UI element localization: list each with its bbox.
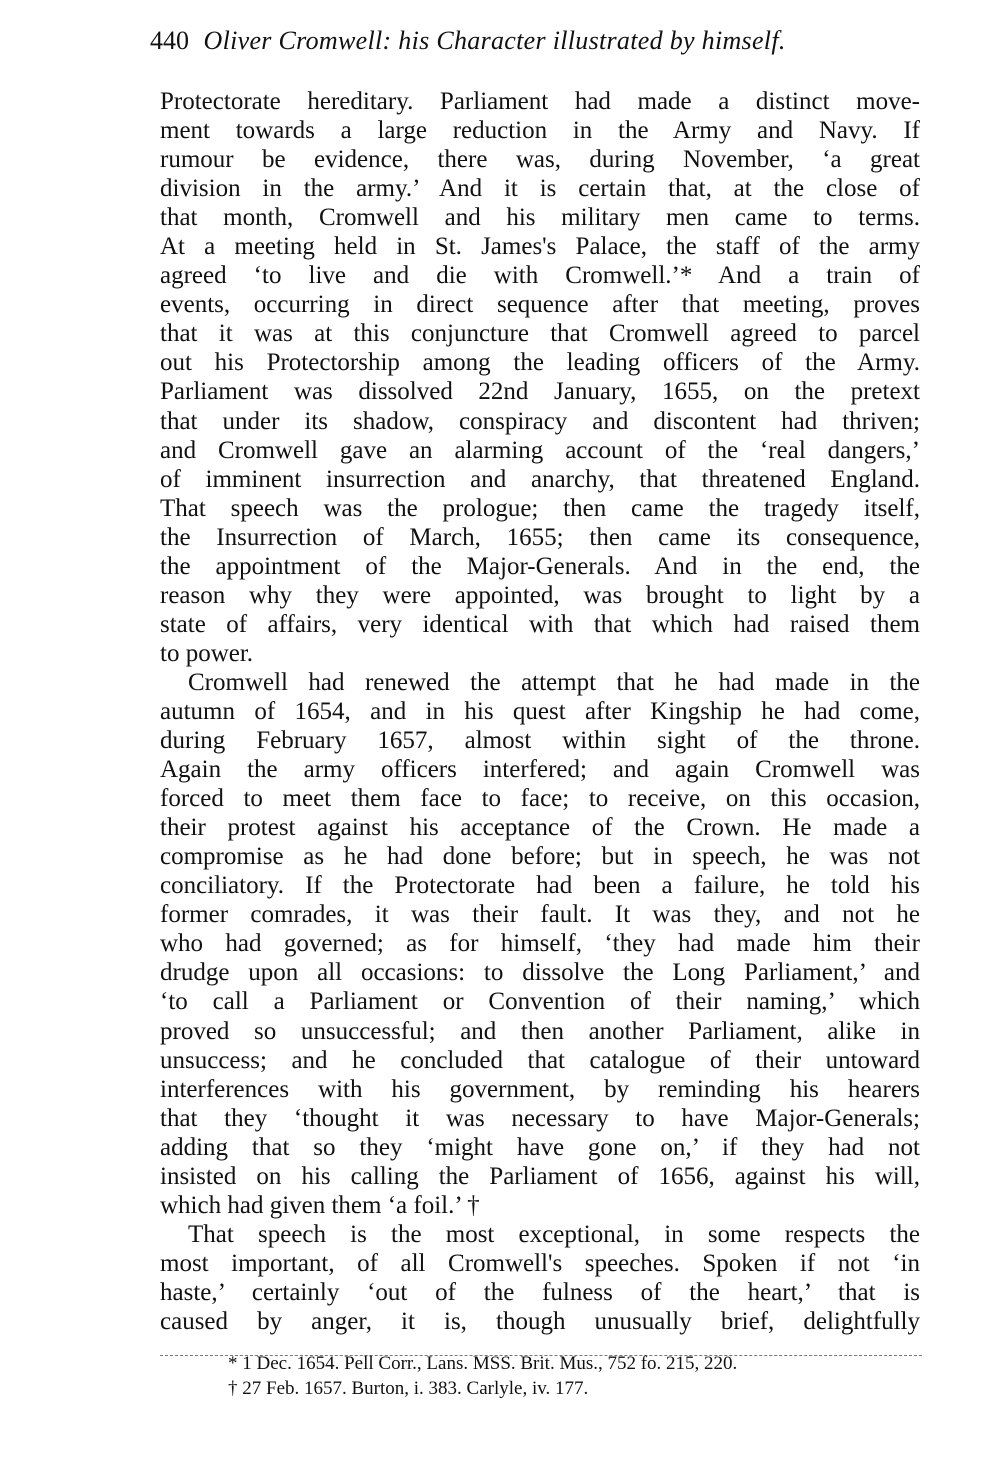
text-line: That speech was the prologue; then came the tragedy itself, bbox=[160, 494, 920, 522]
text-line: to power. bbox=[160, 639, 254, 667]
footnotes bbox=[228, 1351, 737, 1401]
text-line: ment towards a large reduction in the Army and Navy. If bbox=[160, 117, 920, 145]
text-line: adding that so they ‘might have gone on,’ if they had not bbox=[160, 1133, 920, 1161]
text-line: which had given them ‘a foil.’ † bbox=[160, 1191, 480, 1219]
text-line: events, occurring in direct sequence after that meeting, proves bbox=[160, 291, 920, 319]
footnote-2: † 27 Feb. 1657. Burton, i. 383. Carlyle, iv. 177. bbox=[228, 1378, 589, 1399]
text-line: and Cromwell gave an alarming account of the ‘real dangers,’ bbox=[160, 436, 920, 464]
text-line: that month, Cromwell and his military men came to terms. bbox=[160, 204, 920, 232]
text-line: during February 1657, almost within sight of the throne. bbox=[160, 727, 920, 755]
text-line: of imminent insurrection and anarchy, that threatened England. bbox=[160, 465, 920, 493]
text-line: the appointment of the Major-Generals. And in the end, the bbox=[160, 552, 920, 580]
text-line: agreed ‘to live and die with Cromwell.’* And a train of bbox=[160, 262, 920, 290]
text-line: Protectorate hereditary. Parliament had made a distinct move- bbox=[160, 88, 920, 115]
text-line: that it was at this conjuncture that Cromwell agreed to parcel bbox=[160, 320, 920, 348]
text-line: Cromwell had renewed the attempt that he had made in the bbox=[188, 668, 920, 696]
text-line: the Insurrection of March, 1655; then came its consequence, bbox=[160, 523, 920, 551]
footnote-1: * 1 Dec. 1654. Pell Corr., Lans. MSS. Brit. Mus., 752 fo. 215, 220. bbox=[228, 1353, 738, 1374]
text-line: proved so unsuccessful; and then another Parliament, alike in bbox=[160, 1017, 920, 1045]
running-header bbox=[150, 26, 786, 56]
text-line: interferences with his government, by reminding his hearers bbox=[160, 1075, 920, 1103]
text-line: caused by anger, it is, though unusually brief, delightfully bbox=[160, 1307, 920, 1335]
text-line: autumn of 1654, and in his quest after Kingship he had come, bbox=[160, 697, 920, 725]
running-title: Oliver Cromwell: his Character illustrated by himself. bbox=[203, 26, 786, 55]
text-line: who had governed; as for himself, ‘they had made him their bbox=[160, 930, 920, 958]
text-line: insisted on his calling the Parliament of 1656, against his will, bbox=[160, 1162, 920, 1190]
text-line: most important, of all Cromwell's speeches. Spoken if not ‘in bbox=[160, 1249, 920, 1277]
text-line: ‘to call a Parliament or Convention of their naming,’ which bbox=[160, 988, 920, 1016]
text-line: Again the army officers interfered; and again Cromwell was bbox=[160, 756, 920, 784]
text-line: their protest against his acceptance of the Crown. He made a bbox=[160, 814, 920, 842]
text-line: rumour be evidence, there was, during November, ‘a great bbox=[160, 146, 920, 174]
body-text bbox=[160, 87, 920, 1336]
text-line: compromise as he had done before; but in speech, he was not bbox=[160, 843, 920, 871]
text-line: former comrades, it was their fault. It was they, and not he bbox=[160, 901, 920, 929]
text-line: out his Protectorship among the leading officers of the Army. bbox=[160, 349, 920, 377]
text-line: That speech is the most exceptional, in some respects the bbox=[188, 1220, 920, 1248]
text-line: division in the army.’ And it is certain that, at the close of bbox=[160, 175, 920, 203]
text-line: unsuccess; and he concluded that catalogue of their untoward bbox=[160, 1046, 920, 1074]
text-line: that under its shadow, conspiracy and discontent had thriven; bbox=[160, 407, 920, 435]
text-line: forced to meet them face to face; to receive, on this occasion, bbox=[160, 785, 920, 813]
text-line: Parliament was dissolved 22nd January, 1655, on the pretext bbox=[160, 378, 920, 406]
text-line: conciliatory. If the Protectorate had been a failure, he told his bbox=[160, 872, 920, 900]
text-line: drudge upon all occasions: to dissolve the Long Parliament,’ and bbox=[160, 959, 920, 987]
page-number: 440 bbox=[150, 26, 189, 55]
text-line: At a meeting held in St. James's Palace, the staff of the army bbox=[160, 233, 920, 261]
text-line: reason why they were appointed, was brought to light by a bbox=[160, 581, 920, 609]
text-line: haste,’ certainly ‘out of the fulness of the heart,’ that is bbox=[160, 1278, 920, 1306]
text-line: state of affairs, very identical with that which had raised them bbox=[160, 610, 920, 638]
text-line: that they ‘thought it was necessary to have Major-Generals; bbox=[160, 1104, 920, 1132]
